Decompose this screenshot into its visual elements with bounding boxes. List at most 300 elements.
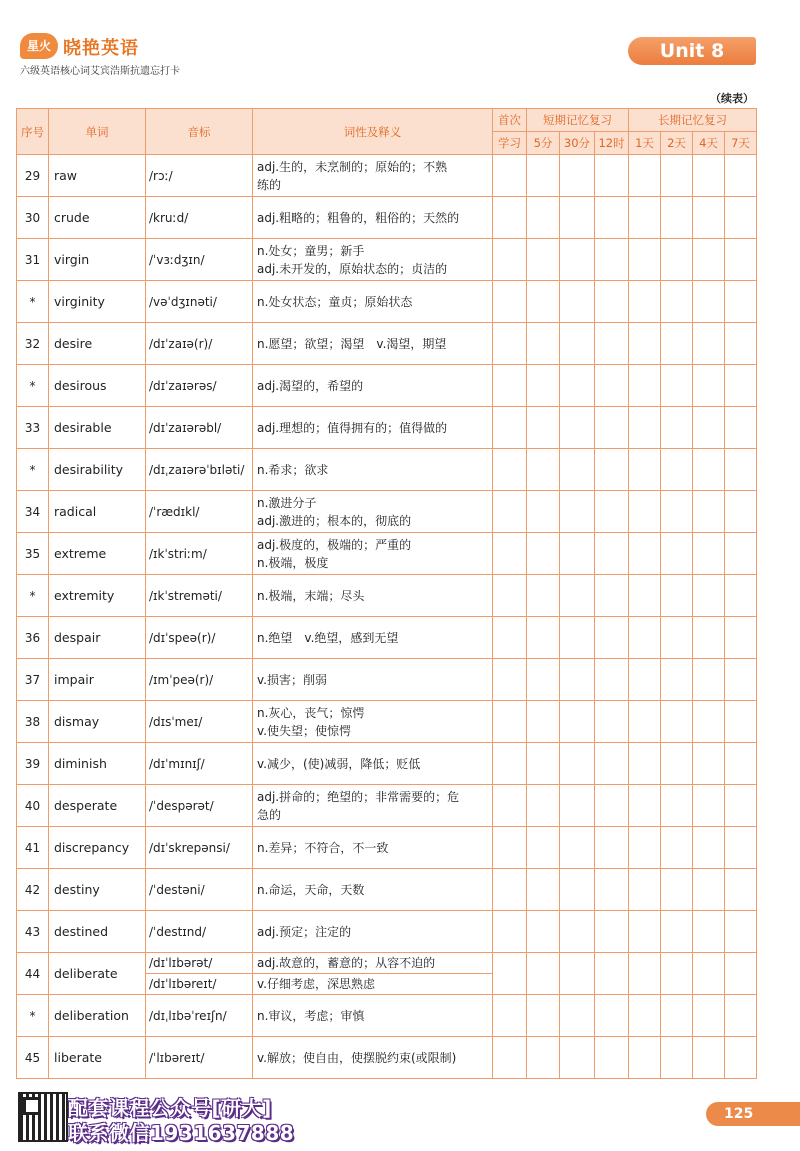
check-cell[interactable] (693, 281, 725, 323)
check-cell[interactable] (725, 869, 757, 911)
check-cell[interactable] (661, 995, 693, 1037)
check-cell[interactable] (661, 911, 693, 953)
check-cell[interactable] (661, 575, 693, 617)
definition-adj: adj.故意的，蓄意的；从容不迫的 (253, 953, 492, 974)
check-cell[interactable] (527, 407, 560, 449)
check-cell[interactable] (661, 953, 693, 995)
row-definition (253, 911, 493, 953)
row-definition (253, 365, 493, 407)
row-definition (253, 869, 493, 911)
check-cell[interactable] (661, 533, 693, 575)
check-cell[interactable] (527, 701, 560, 743)
check-cell[interactable] (560, 575, 595, 617)
check-cell[interactable] (493, 239, 527, 281)
check-cell[interactable] (693, 1037, 725, 1079)
table-row (17, 785, 757, 827)
definition-line: adj.粗略的；粗鲁的，粗俗的；天然的 (257, 210, 460, 225)
check-cell[interactable] (560, 197, 595, 239)
phonetic-verb: /dɪˈlɪbəreɪt/ (149, 977, 217, 991)
check-cell[interactable] (527, 869, 560, 911)
check-cell[interactable] (629, 197, 661, 239)
table-row (17, 365, 757, 407)
check-cell[interactable] (493, 785, 527, 827)
definition-line: v.使失望；使惊愕 (257, 723, 351, 738)
row-word: impair (49, 659, 146, 701)
row-word: diminish (49, 743, 146, 785)
check-cell[interactable] (493, 701, 527, 743)
row-phonetic: /ɪkˈstreməti/ (146, 575, 253, 617)
check-cell[interactable] (527, 785, 560, 827)
row-number: 37 (17, 659, 49, 701)
check-cell[interactable] (725, 617, 757, 659)
check-cell[interactable] (661, 281, 693, 323)
check-cell[interactable] (661, 1037, 693, 1079)
check-cell[interactable] (527, 239, 560, 281)
check-cell[interactable] (629, 281, 661, 323)
check-cell[interactable] (595, 1037, 629, 1079)
col-header-definition: 词性及释义 (253, 109, 493, 155)
check-cell[interactable] (493, 197, 527, 239)
check-cell[interactable] (629, 155, 661, 197)
check-cell[interactable] (560, 911, 595, 953)
check-cell[interactable] (693, 911, 725, 953)
check-cell[interactable] (527, 743, 560, 785)
table-row (17, 323, 757, 365)
table-row (17, 659, 757, 701)
check-cell[interactable] (629, 995, 661, 1037)
row-definition (253, 575, 493, 617)
check-cell[interactable] (560, 1037, 595, 1079)
row-phonetic: /ɪmˈpeə(r)/ (146, 659, 253, 701)
check-cell[interactable] (693, 785, 725, 827)
check-cell[interactable] (560, 617, 595, 659)
row-phonetic: /ˈvɜːdʒɪn/ (146, 239, 253, 281)
page-header (0, 0, 800, 110)
col-header-12h: 12时 (595, 132, 629, 155)
check-cell[interactable] (595, 869, 629, 911)
check-cell[interactable] (560, 869, 595, 911)
check-cell[interactable] (693, 197, 725, 239)
check-cell[interactable] (595, 155, 629, 197)
row-phonetic: /dɪˈzaɪərəs/ (146, 365, 253, 407)
check-cell[interactable] (493, 407, 527, 449)
definition-line: adj.未开发的，原始状态的；贞洁的 (257, 261, 448, 276)
definition-line: adj.预定；注定的 (257, 924, 352, 939)
check-cell[interactable] (693, 239, 725, 281)
check-cell[interactable] (629, 407, 661, 449)
check-cell[interactable] (595, 281, 629, 323)
row-phonetic: /ˈdestɪnd/ (146, 911, 253, 953)
row-number: 39 (17, 743, 49, 785)
check-cell[interactable] (629, 239, 661, 281)
definition-line: n.愿望；欲望；渴望 v.渴望，期望 (257, 336, 447, 351)
check-cell[interactable] (661, 617, 693, 659)
row-number: * (17, 575, 49, 617)
row-word: despair (49, 617, 146, 659)
row-word: discrepancy (49, 827, 146, 869)
check-cell[interactable] (629, 533, 661, 575)
check-cell[interactable] (493, 449, 527, 491)
col-header-5min: 5分 (527, 132, 560, 155)
row-number: 38 (17, 701, 49, 743)
check-cell[interactable] (595, 827, 629, 869)
definition-line: adj.渴望的，希望的 (257, 378, 364, 393)
row-definition (253, 785, 493, 827)
row-definition (253, 827, 493, 869)
check-cell[interactable] (560, 701, 595, 743)
check-cell[interactable] (629, 365, 661, 407)
check-cell[interactable] (595, 995, 629, 1037)
check-cell[interactable] (527, 659, 560, 701)
check-cell[interactable] (661, 659, 693, 701)
check-cell[interactable] (725, 323, 757, 365)
check-cell[interactable] (493, 953, 527, 995)
check-cell[interactable] (527, 827, 560, 869)
row-phonetic: /ˈdestəni/ (146, 869, 253, 911)
row-definition (253, 323, 493, 365)
check-cell[interactable] (493, 365, 527, 407)
row-number: 34 (17, 491, 49, 533)
col-header-first-study-1: 首次 (493, 109, 527, 132)
check-cell[interactable] (527, 365, 560, 407)
check-cell[interactable] (725, 155, 757, 197)
table-row (17, 869, 757, 911)
table-row (17, 701, 757, 743)
col-header-4day: 4天 (693, 132, 725, 155)
row-phonetic: /dɪˌlɪbəˈreɪʃn/ (146, 995, 253, 1037)
check-cell[interactable] (595, 449, 629, 491)
check-cell[interactable] (560, 239, 595, 281)
header-row-1 (17, 109, 757, 132)
check-cell[interactable] (693, 407, 725, 449)
check-cell[interactable] (693, 659, 725, 701)
check-cell[interactable] (560, 743, 595, 785)
check-cell[interactable] (725, 281, 757, 323)
check-cell[interactable] (725, 1037, 757, 1079)
table-row (17, 827, 757, 869)
check-cell[interactable] (560, 827, 595, 869)
check-cell[interactable] (725, 491, 757, 533)
check-cell[interactable] (560, 365, 595, 407)
check-cell[interactable] (725, 533, 757, 575)
definition-line: n.处女；童男；新手 (257, 243, 365, 258)
check-cell[interactable] (629, 575, 661, 617)
row-word: deliberate (49, 953, 146, 995)
definition-line: n.激进分子 (257, 495, 317, 510)
check-cell[interactable] (493, 533, 527, 575)
row-definition (253, 617, 493, 659)
table-row (17, 1037, 757, 1079)
row-definition (253, 1037, 493, 1079)
check-cell[interactable] (661, 869, 693, 911)
check-cell[interactable] (595, 239, 629, 281)
row-number: * (17, 281, 49, 323)
row-word: virginity (49, 281, 146, 323)
check-cell[interactable] (560, 659, 595, 701)
check-cell[interactable] (527, 575, 560, 617)
row-definition (253, 491, 493, 533)
check-cell[interactable] (661, 785, 693, 827)
check-cell[interactable] (493, 827, 527, 869)
check-cell[interactable] (595, 407, 629, 449)
check-cell[interactable] (527, 953, 560, 995)
row-word: extremity (49, 575, 146, 617)
definition-line: n.审议，考虑；审慎 (257, 1008, 365, 1023)
row-number: 43 (17, 911, 49, 953)
row-definition (253, 995, 493, 1037)
row-word: dismay (49, 701, 146, 743)
table-row (17, 743, 757, 785)
row-number: 40 (17, 785, 49, 827)
check-cell[interactable] (560, 995, 595, 1037)
table-row (17, 197, 757, 239)
check-cell[interactable] (693, 701, 725, 743)
definition-line: n.处女状态；童贞；原始状态 (257, 294, 413, 309)
check-cell[interactable] (629, 827, 661, 869)
col-header-30min: 30分 (560, 132, 595, 155)
check-cell[interactable] (560, 407, 595, 449)
check-cell[interactable] (527, 491, 560, 533)
check-cell[interactable] (595, 743, 629, 785)
check-cell[interactable] (595, 197, 629, 239)
definition-line: n.命运，天命，天数 (257, 882, 365, 897)
check-cell[interactable] (661, 449, 693, 491)
check-cell[interactable] (560, 323, 595, 365)
check-cell[interactable] (725, 407, 757, 449)
check-cell[interactable] (493, 995, 527, 1037)
row-word: raw (49, 155, 146, 197)
unit-badge: Unit 8 (628, 37, 756, 65)
check-cell[interactable] (560, 491, 595, 533)
definition-line: adj.理想的；值得拥有的；值得做的 (257, 420, 448, 435)
check-cell[interactable] (725, 659, 757, 701)
table-row (17, 155, 757, 197)
check-cell[interactable] (595, 575, 629, 617)
check-cell[interactable] (595, 323, 629, 365)
check-cell[interactable] (527, 197, 560, 239)
check-cell[interactable] (725, 197, 757, 239)
check-cell[interactable] (629, 1037, 661, 1079)
check-cell[interactable] (493, 869, 527, 911)
check-cell[interactable] (725, 785, 757, 827)
continued-label: （续表） (710, 92, 754, 105)
check-cell[interactable] (595, 701, 629, 743)
check-cell[interactable] (629, 701, 661, 743)
check-cell[interactable] (693, 869, 725, 911)
check-cell[interactable] (560, 533, 595, 575)
check-cell[interactable] (560, 281, 595, 323)
check-cell[interactable] (629, 491, 661, 533)
check-cell[interactable] (661, 743, 693, 785)
check-cell[interactable] (527, 911, 560, 953)
row-number: * (17, 365, 49, 407)
check-cell[interactable] (527, 995, 560, 1037)
check-cell[interactable] (595, 911, 629, 953)
check-cell[interactable] (725, 743, 757, 785)
check-cell[interactable] (595, 365, 629, 407)
check-cell[interactable] (693, 155, 725, 197)
definition-line: 练的 (257, 177, 282, 192)
col-header-1day: 1天 (629, 132, 661, 155)
check-cell[interactable] (725, 953, 757, 995)
row-definition (253, 407, 493, 449)
promo-line-2: 联系微信1931637888 (68, 1121, 295, 1145)
row-number: 32 (17, 323, 49, 365)
check-cell[interactable] (693, 617, 725, 659)
check-cell[interactable] (725, 239, 757, 281)
col-header-7day: 7天 (725, 132, 757, 155)
row-number: 41 (17, 827, 49, 869)
col-header-long-term: 长期记忆复习 (629, 109, 757, 132)
row-phonetic: /dɪˈzaɪə(r)/ (146, 323, 253, 365)
check-cell[interactable] (661, 827, 693, 869)
check-cell[interactable] (725, 365, 757, 407)
check-cell[interactable] (493, 659, 527, 701)
qr-finder-icon (23, 1097, 41, 1115)
check-cell[interactable] (629, 869, 661, 911)
definition-line: adj.极度的，极端的；严重的 (257, 537, 412, 552)
row-phonetic: /vəˈdʒɪnəti/ (146, 281, 253, 323)
check-cell[interactable] (527, 155, 560, 197)
definition-line: n.希求；欲求 (257, 462, 329, 477)
check-cell[interactable] (725, 575, 757, 617)
col-header-2day: 2天 (661, 132, 693, 155)
table-row (17, 407, 757, 449)
check-cell[interactable] (560, 953, 595, 995)
row-phonetic: /ˈlɪbəreɪt/ (146, 1037, 253, 1079)
check-cell[interactable] (560, 449, 595, 491)
table-row-split (17, 953, 757, 995)
row-phonetic: /rɔː/ (146, 155, 253, 197)
check-cell[interactable] (693, 365, 725, 407)
check-cell[interactable] (527, 617, 560, 659)
col-header-short-term: 短期记忆复习 (527, 109, 629, 132)
row-phonetic: /dɪˈzaɪərəbl/ (146, 407, 253, 449)
check-cell[interactable] (693, 743, 725, 785)
row-number: * (17, 449, 49, 491)
check-cell[interactable] (725, 701, 757, 743)
table-row (17, 239, 757, 281)
check-cell[interactable] (493, 911, 527, 953)
definition-line: n.差异；不符合，不一致 (257, 840, 389, 855)
row-definition (253, 239, 493, 281)
book-subtitle: 六级英语核心词艾宾浩斯抗遗忘打卡 (20, 66, 180, 77)
table-row (17, 575, 757, 617)
row-number: 31 (17, 239, 49, 281)
check-cell[interactable] (595, 785, 629, 827)
check-cell[interactable] (661, 197, 693, 239)
check-cell[interactable] (493, 743, 527, 785)
check-cell[interactable] (595, 491, 629, 533)
row-word: radical (49, 491, 146, 533)
row-number: 33 (17, 407, 49, 449)
check-cell[interactable] (493, 1037, 527, 1079)
definition-line: adj.激进的；根本的，彻底的 (257, 513, 412, 528)
check-cell[interactable] (661, 323, 693, 365)
check-cell[interactable] (629, 617, 661, 659)
check-cell[interactable] (493, 617, 527, 659)
check-cell[interactable] (629, 743, 661, 785)
check-cell[interactable] (629, 323, 661, 365)
check-cell[interactable] (493, 491, 527, 533)
check-cell[interactable] (595, 659, 629, 701)
check-cell[interactable] (493, 575, 527, 617)
check-cell[interactable] (595, 617, 629, 659)
check-cell[interactable] (693, 827, 725, 869)
check-cell[interactable] (560, 155, 595, 197)
check-cell[interactable] (629, 785, 661, 827)
row-definition (253, 743, 493, 785)
check-cell[interactable] (725, 911, 757, 953)
check-cell[interactable] (661, 155, 693, 197)
check-cell[interactable] (629, 449, 661, 491)
row-word: deliberation (49, 995, 146, 1037)
check-cell[interactable] (661, 491, 693, 533)
definition-line: n.极端，极度 (257, 555, 329, 570)
check-cell[interactable] (661, 407, 693, 449)
check-cell[interactable] (527, 449, 560, 491)
check-cell[interactable] (527, 533, 560, 575)
table-row (17, 911, 757, 953)
check-cell[interactable] (725, 449, 757, 491)
phonetic-adj: /dɪˈlɪbərət/ (146, 953, 252, 974)
row-word: desperate (49, 785, 146, 827)
check-cell[interactable] (693, 449, 725, 491)
row-definition (253, 659, 493, 701)
row-word: desire (49, 323, 146, 365)
definition-line: n.极端，末端；尽头 (257, 588, 365, 603)
check-cell[interactable] (527, 1037, 560, 1079)
check-cell[interactable] (661, 365, 693, 407)
check-cell[interactable] (725, 827, 757, 869)
check-cell[interactable] (560, 785, 595, 827)
check-cell[interactable] (693, 953, 725, 995)
row-definition (253, 449, 493, 491)
check-cell[interactable] (693, 575, 725, 617)
check-cell[interactable] (693, 323, 725, 365)
table-row (17, 491, 757, 533)
definition-verb: v.仔细考虑，深思熟虑 (257, 977, 375, 991)
brand-name: 晓艳英语 (63, 38, 139, 59)
check-cell[interactable] (661, 239, 693, 281)
col-header-phonetic: 音标 (146, 109, 253, 155)
definition-line: adj.生的，未烹制的；原始的；不熟 (257, 159, 448, 174)
check-cell[interactable] (629, 911, 661, 953)
check-cell[interactable] (693, 533, 725, 575)
check-cell[interactable] (629, 659, 661, 701)
row-phonetic: /kruːd/ (146, 197, 253, 239)
check-cell[interactable] (595, 533, 629, 575)
check-cell[interactable] (725, 995, 757, 1037)
check-cell[interactable] (595, 953, 629, 995)
row-phonetic: /dɪˈspeə(r)/ (146, 617, 253, 659)
row-word: desirability (49, 449, 146, 491)
vocab-table (16, 108, 757, 1079)
row-phonetic: /dɪsˈmeɪ/ (146, 701, 253, 743)
check-cell[interactable] (693, 995, 725, 1037)
check-cell[interactable] (527, 323, 560, 365)
check-cell[interactable] (493, 281, 527, 323)
check-cell[interactable] (493, 323, 527, 365)
check-cell[interactable] (693, 491, 725, 533)
check-cell[interactable] (629, 953, 661, 995)
check-cell[interactable] (493, 155, 527, 197)
check-cell[interactable] (527, 281, 560, 323)
check-cell[interactable] (661, 701, 693, 743)
definition-line: v.解放；使自由，使摆脱约束(或限制) (257, 1050, 457, 1065)
row-word: crude (49, 197, 146, 239)
row-word: desirous (49, 365, 146, 407)
